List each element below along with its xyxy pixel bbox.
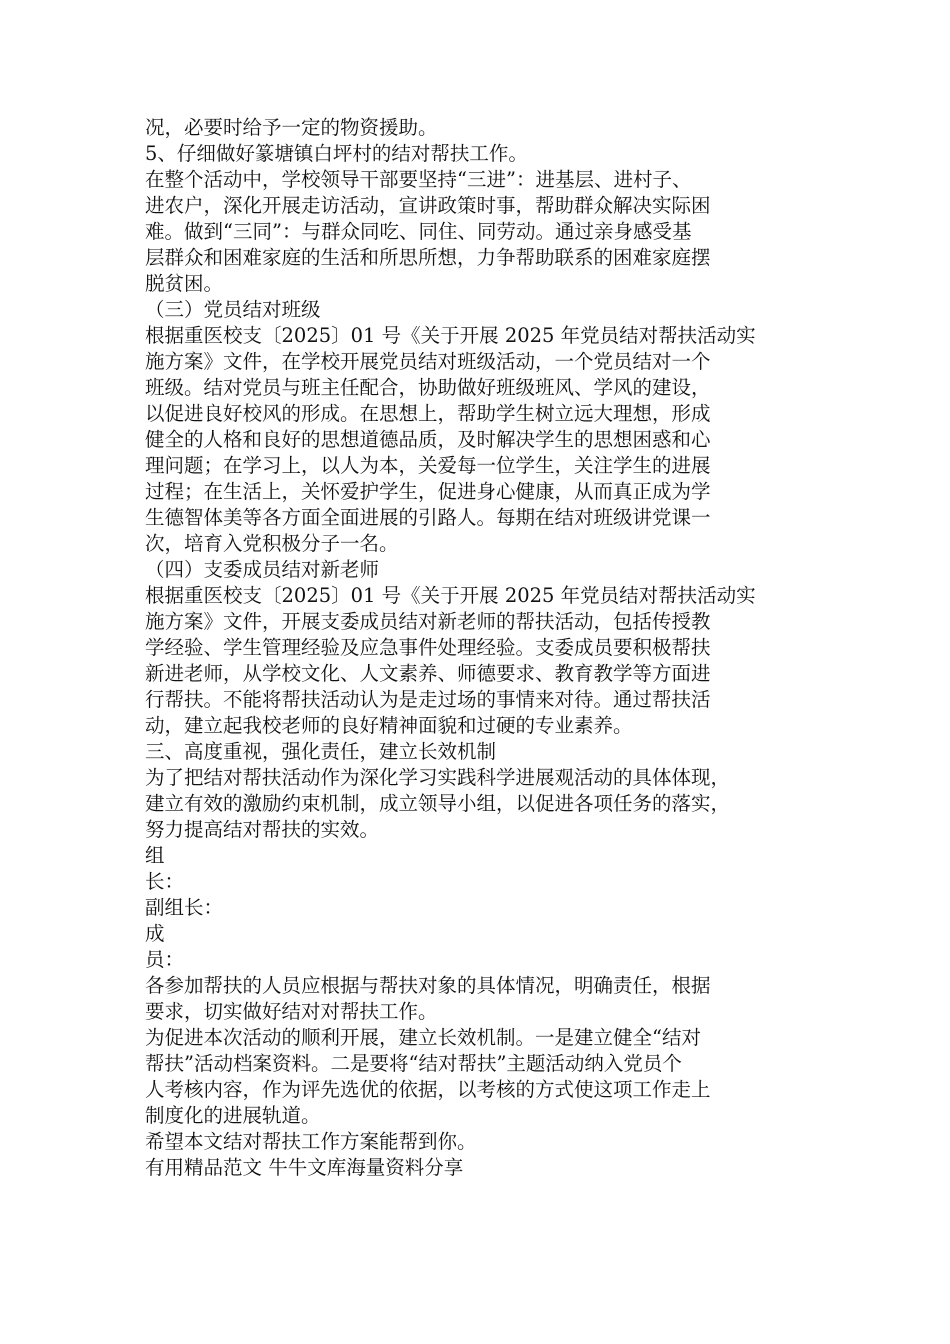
footer-source xyxy=(145,1155,825,1181)
text-line: 有用精品范文 牛牛文库海量资料分享 xyxy=(145,1156,464,1179)
paragraph-party-class xyxy=(145,323,825,557)
text-line: 班级。结对党员与班主任配合，协助做好班级班风、学风的建设， xyxy=(145,376,711,399)
chapter-3-heading xyxy=(145,739,825,765)
text-line: 为促进本次活动的顺利开展，建立长效机制。一是建立健全“结对 xyxy=(145,1026,701,1049)
text-line: 长： xyxy=(145,870,185,893)
text-line: 成 xyxy=(145,922,165,945)
paragraph-long-term xyxy=(145,1025,825,1129)
text-line: 新进老师，从学校文化、人文素养、师德要求、教育教学等方面进 xyxy=(145,662,711,685)
text-line: （三）党员结对班级 xyxy=(145,298,321,321)
text-line: 生德智体美等各方面全面进展的引路人。每期在结对班级讲党课一 xyxy=(145,506,711,529)
document-page xyxy=(145,115,825,1181)
paragraph-responsibility xyxy=(145,973,825,1025)
text-line: 人考核内容，作为评先选优的依据，以考核的方式使这项工作走上 xyxy=(145,1078,711,1101)
label-members xyxy=(145,921,825,973)
section-3-heading xyxy=(145,297,825,323)
text-line: 行帮扶。不能将帮扶活动认为是走过场的事情来对待。通过帮扶活 xyxy=(145,688,711,711)
text-line: 在整个活动中，学校领导干部要坚持“三进”：进基层、进村子、 xyxy=(145,168,692,191)
section-4-heading xyxy=(145,557,825,583)
text-line: 施方案》文件，在学校开展党员结对班级活动，一个党员结对一个 xyxy=(145,350,711,373)
text-line: 进农户，深化开展走访活动，宣讲政策时事，帮助群众解决实际困 xyxy=(145,194,711,217)
paragraph-closing xyxy=(145,1129,825,1155)
text-line: 各参加帮扶的人员应根据与帮扶对象的具体情况，明确责任，根据 xyxy=(145,974,711,997)
paragraph-material-aid xyxy=(145,115,825,141)
text-line: 员： xyxy=(145,948,185,971)
item-5-heading xyxy=(145,141,825,167)
text-line: 要求，切实做好结对对帮扶工作。 xyxy=(145,1000,438,1023)
text-line: 5、仔细做好篆塘镇白坪村的结对帮扶工作。 xyxy=(145,142,528,165)
text-line: 根据重医校支〔2025〕01 号《关于开展 2025 年党员结对帮扶活动实 xyxy=(145,584,756,607)
text-line: 努力提高结对帮扶的实效。 xyxy=(145,818,380,841)
text-line: 副组长： xyxy=(145,896,224,919)
text-line: 以促进良好校风的形成。在思想上，帮助学生树立远大理想，形成 xyxy=(145,402,711,425)
paragraph-new-teachers xyxy=(145,583,825,739)
text-line: 希望本文结对帮扶工作方案能帮到你。 xyxy=(145,1130,477,1153)
text-line: 健全的人格和良好的思想道德品质，及时解决学生的思想困惑和心 xyxy=(145,428,711,451)
text-line: 制度化的进展轨道。 xyxy=(145,1104,321,1127)
text-line: 三、高度重视，强化责任，建立长效机制 xyxy=(145,740,497,763)
paragraph-three-into xyxy=(145,167,825,297)
text-line: 难。做到“三同”：与群众同吃、同住、同劳动。通过亲身感受基 xyxy=(145,220,692,243)
text-line: 动，建立起我校老师的良好精神面貌和过硬的专业素养。 xyxy=(145,714,633,737)
text-line: （四）支委成员结对新老师 xyxy=(145,558,380,581)
text-line: 为了把结对帮扶活动作为深化学习实践科学进展观活动的具体体现， xyxy=(145,766,731,789)
text-line: 次，培育入党积极分子一名。 xyxy=(145,532,399,555)
paragraph-leadership-group xyxy=(145,765,825,843)
label-deputy-leader xyxy=(145,895,825,921)
text-line: 组 xyxy=(145,844,165,867)
text-line: 学经验、学生管理经验及应急事件处理经验。支委成员要积极帮扶 xyxy=(145,636,711,659)
text-line: 建立有效的激励约束机制，成立领导小组，以促进各项任务的落实， xyxy=(145,792,731,815)
text-line: 脱贫困。 xyxy=(145,272,224,295)
text-line: 根据重医校支〔2025〕01 号《关于开展 2025 年党员结对帮扶活动实 xyxy=(145,324,756,347)
text-line: 理问题；在学习上，以人为本，关爱每一位学生，关注学生的进展 xyxy=(145,454,711,477)
text-line: 施方案》文件，开展支委成员结对新老师的帮扶活动，包括传授教 xyxy=(145,610,711,633)
label-group-leader xyxy=(145,843,825,895)
text-line: 况，必要时给予一定的物资援助。 xyxy=(145,116,438,139)
text-line: 过程；在生活上，关怀爱护学生，促进身心健康，从而真正成为学 xyxy=(145,480,711,503)
text-line: 帮扶”活动档案资料。二是要将“结对帮扶”主题活动纳入党员个 xyxy=(145,1052,682,1075)
text-line: 层群众和困难家庭的生活和所思所想，力争帮助联系的困难家庭摆 xyxy=(145,246,711,269)
